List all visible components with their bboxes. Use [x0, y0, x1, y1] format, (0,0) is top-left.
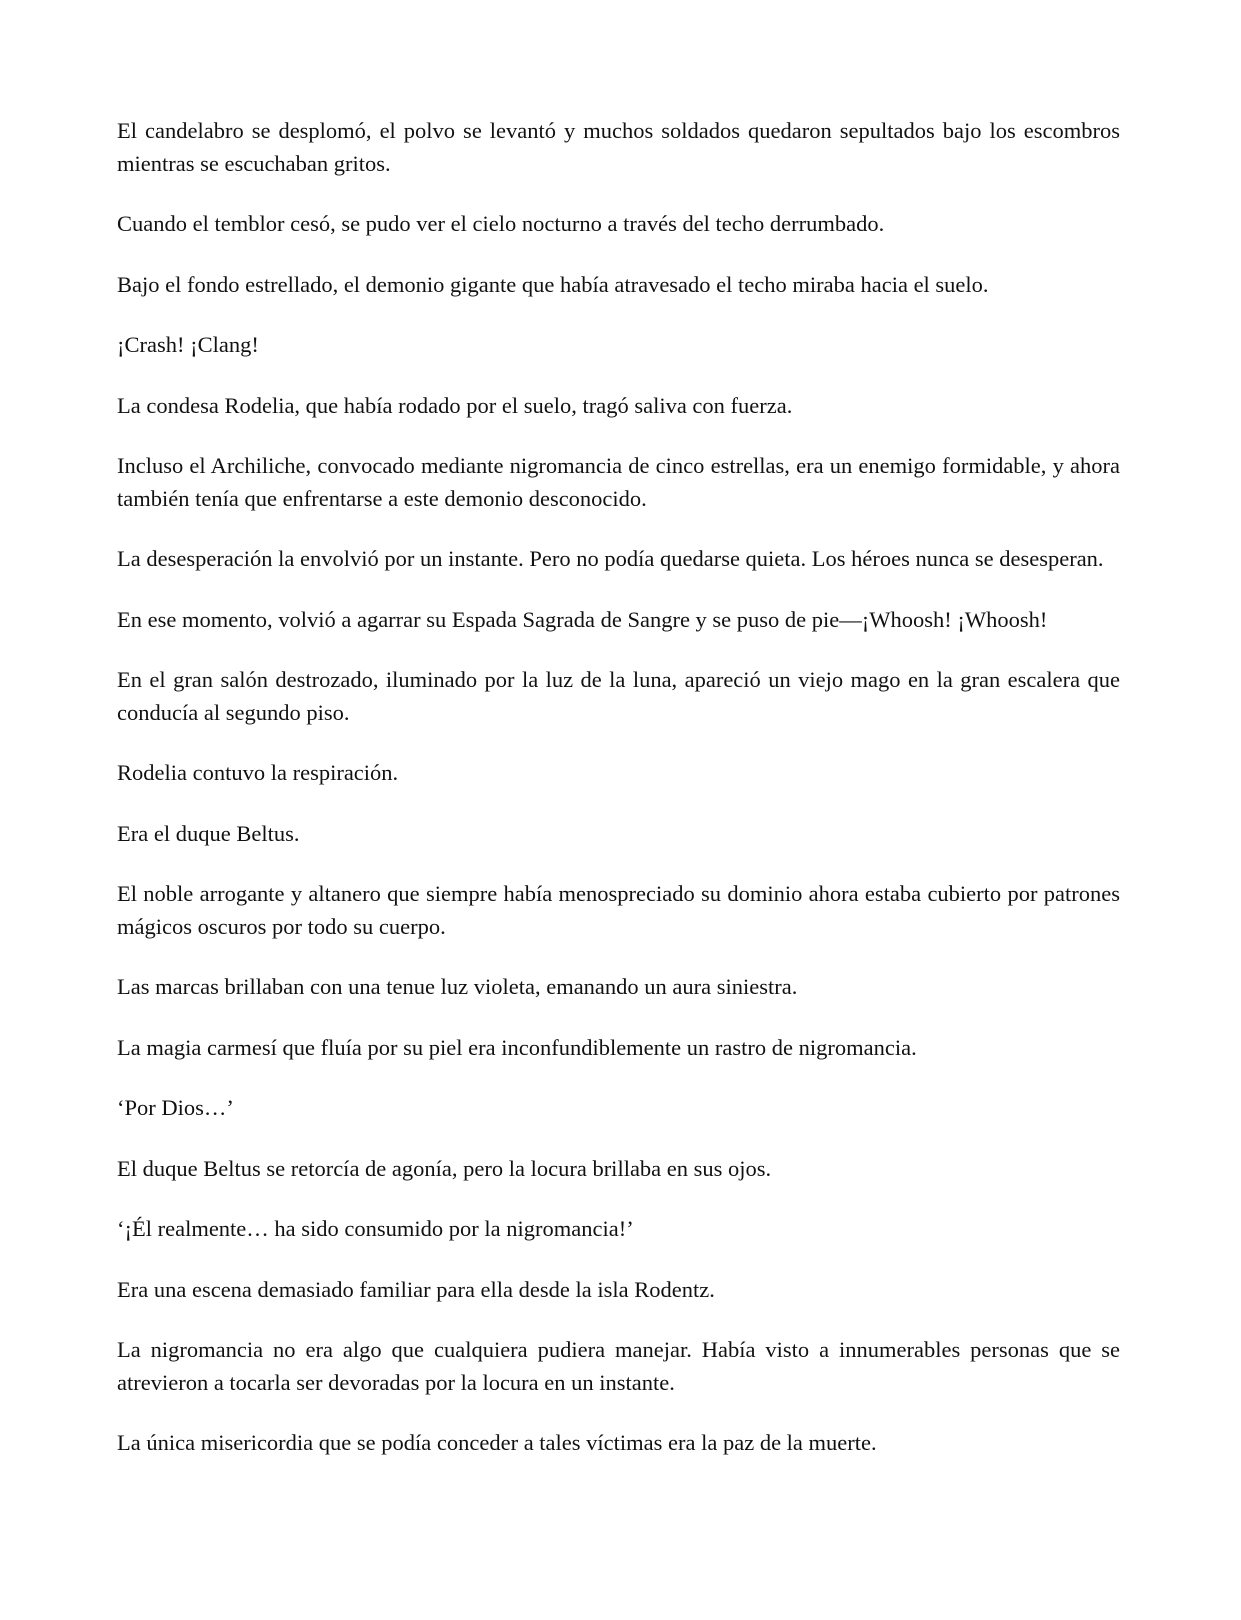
paragraph: La nigromancia no era algo que cualquiera pudiera manejar. Había visto a innumerables personas que se atrevieron a tocarla ser devoradas por la locura en un instante.	[117, 1337, 1120, 1395]
paragraph: ‘Por Dios…’	[117, 1095, 234, 1120]
paragraph: ¡Crash! ¡Clang!	[117, 332, 259, 357]
paragraph: Las marcas brillaban con una tenue luz violeta, emanando un aura siniestra.	[117, 974, 798, 999]
paragraph: El noble arrogante y altanero que siempre había menospreciado su dominio ahora estaba cubierto por patrones mágicos oscuros por todo su cuerpo.	[117, 881, 1120, 939]
paragraph: Era una escena demasiado familiar para ella desde la isla Rodentz.	[117, 1276, 715, 1302]
paragraph: La desesperación la envolvió por un instante. Pero no podía quedarse quieta. Los héroes nunca se desesperan.	[117, 546, 1104, 571]
paragraph: Bajo el fondo estrellado, el demonio gigante que había atravesado el techo miraba hacia el suelo.	[117, 271, 989, 297]
paragraph: Cuando el temblor cesó, se pudo ver el cielo nocturno a través del techo derrumbado.	[117, 211, 885, 236]
paragraph: La condesa Rodelia, que había rodado por el suelo, tragó saliva con fuerza.	[117, 392, 793, 418]
paragraph: La única misericordia que se podía conceder a tales víctimas era la paz de la muerte.	[117, 1430, 877, 1455]
paragraph: El duque Beltus se retorcía de agonía, pero la locura brillaba en sus ojos.	[117, 1155, 772, 1181]
paragraph: Era el duque Beltus.	[117, 820, 300, 846]
paragraph: El candelabro se desplomó, el polvo se levantó y muchos soldados quedaron sepultados bajo los escombros mientras se escuchaban gritos.	[117, 118, 1120, 176]
paragraph: Rodelia contuvo la respiración.	[117, 760, 399, 785]
document-page	[117, 115, 1120, 1488]
paragraph: Incluso el Archiliche, convocado mediante nigromancia de cinco estrellas, era un enemigo formidable, y ahora también tenía que enfrentarse a este demonio desconocido.	[117, 453, 1120, 511]
paragraph: ‘¡Él realmente… ha sido consumido por la nigromancia!’	[117, 1216, 634, 1241]
paragraph: En ese momento, volvió a agarrar su Espada Sagrada de Sangre y se puso de pie—¡Whoosh! ¡Whoosh!	[117, 606, 1048, 632]
paragraph: La magia carmesí que fluía por su piel era inconfundiblemente un rastro de nigromancia.	[117, 1034, 917, 1060]
paragraph: En el gran salón destrozado, iluminado por la luz de la luna, apareció un viejo mago en la gran escalera que conducía al segundo piso.	[117, 667, 1120, 725]
